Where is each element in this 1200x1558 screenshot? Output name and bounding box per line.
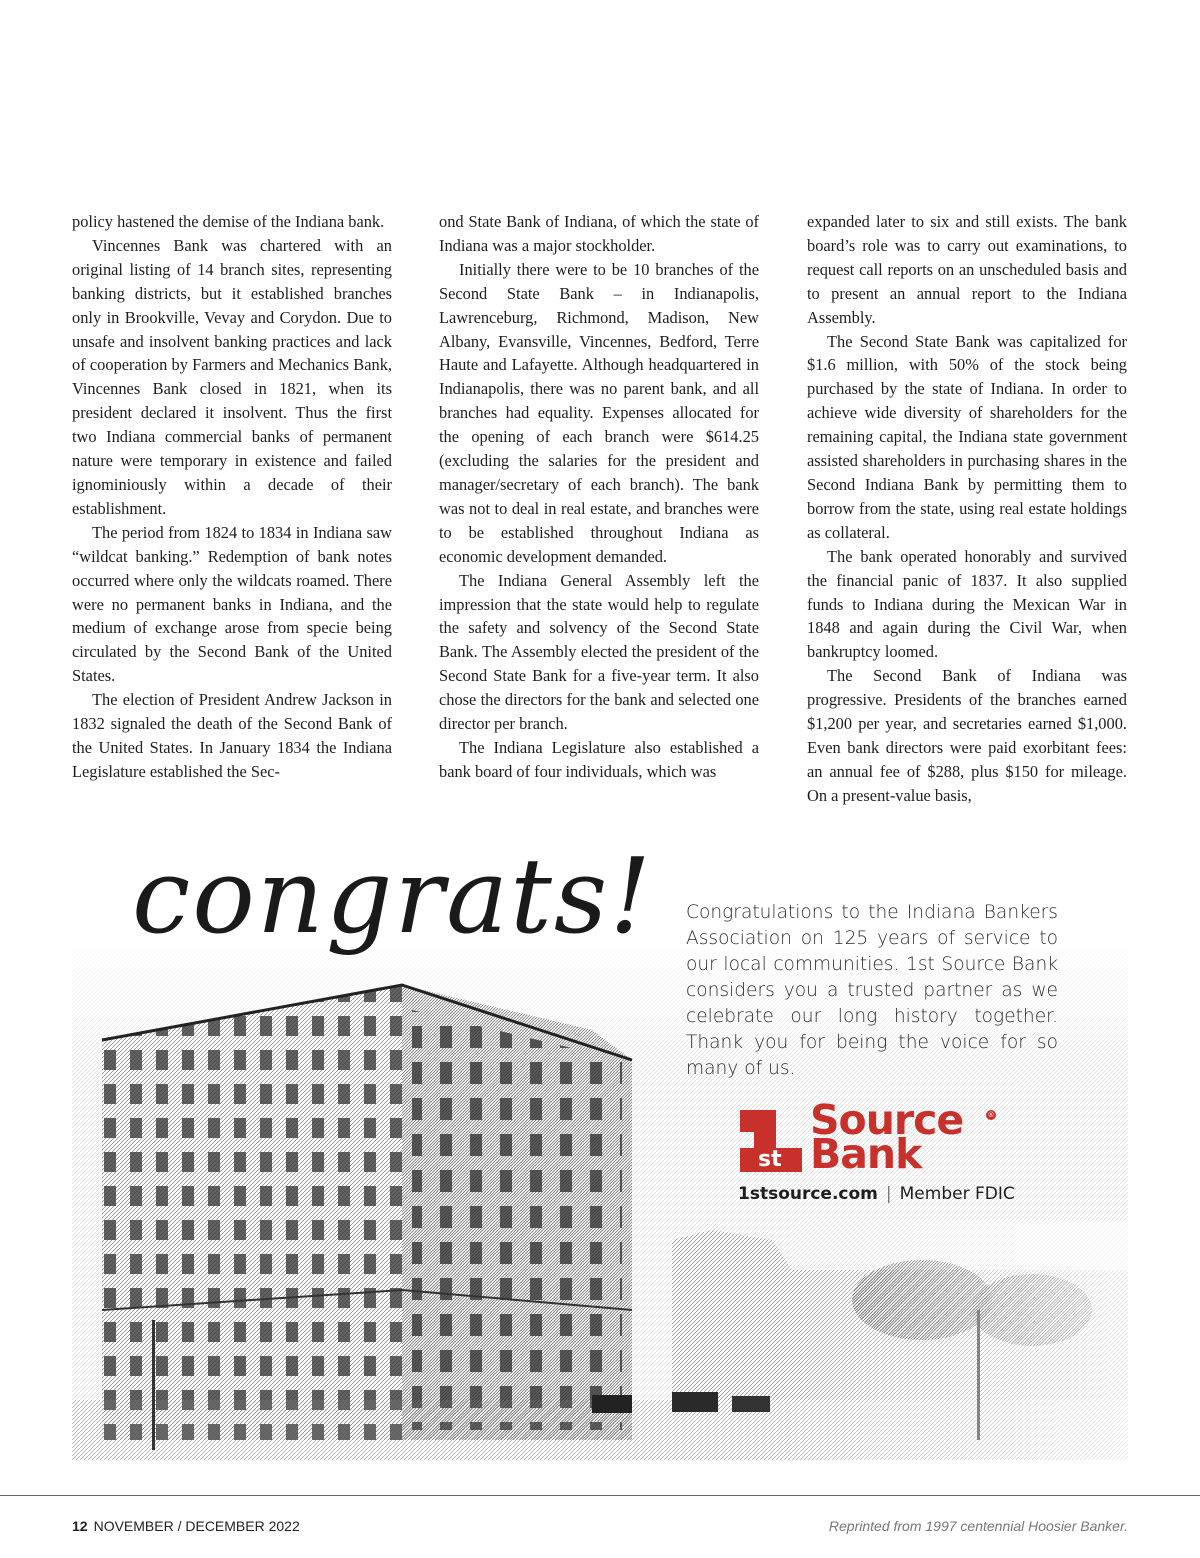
article-paragraph: Initially there were to be 10 branches of the Second State Bank – in Indianapolis, Lawrenceburg, Richmond, Madison, New Albany, Evansville, Vincennes, Bedford, Terre Haute and Lafayette. Although headquartered in Indianapolis, there was no parent bank, and all branches had equality. Expenses allocated for the opening of each branch were $614.25 (excluding the salaries for the president and manager/secretary of each branch). The bank was not to deal in real estate, and branches were to be established throughout Indiana as economic development demanded. xyxy=(439,259,759,566)
article-paragraph: The Indiana Legislature also established a bank board of four individuals, which was xyxy=(439,737,759,781)
article-paragraph: expanded later to six and still exists. The bank board’s role was to carry out examinations, to request call reports on an unscheduled basis and to present an annual report to the Indiana Assembly. xyxy=(807,212,1127,327)
footer-folio xyxy=(72,1518,300,1534)
registered-mark: ® xyxy=(987,1111,995,1119)
article-paragraph: The period from 1824 to 1834 in Indiana saw “wildcat banking.” Redemption of bank notes occurred where only the wildcats roamed. There were no permanent banks in Indiana, and the medium of exchange arose from specie being circulated by the Second Bank of the United States. xyxy=(72,522,392,686)
member-fdic-label: Member FDIC xyxy=(899,1184,1015,1204)
article-column-1 xyxy=(72,210,392,784)
article-paragraph: Vincennes Bank was chartered with an original listing of 14 branch sites, representing banking districts, but it established branches only in Brookville, Vevay and Corydon. Due to unsafe and insolvent banking practices and lack of cooperation by Farmers and Mechanics Bank, Vincennes Bank closed in 1821, when its president declared it insolvent. Thus the first two Indiana commercial banks of permanent nature were temporary in existence and failed ignominiously within a decade of their establishment. xyxy=(72,235,392,518)
article-paragraph: The Second Bank of Indiana was progressive. Presidents of the branches earned $1,200 per year, and secretaries earned $1,000. Even bank directors were paid exorbitant fees: an annual fee of $288, plus $150 for mileage. On a present-value basis, xyxy=(807,666,1127,805)
article-paragraph: ond State Bank of Indiana, of which the state of Indiana was a major stockholder. xyxy=(439,212,759,255)
separator: | xyxy=(885,1184,892,1204)
issue-date: NOVEMBER / DECEMBER 2022 xyxy=(93,1518,300,1534)
footer-divider xyxy=(0,1495,1200,1496)
article-paragraph: The Indiana General Assembly left the impression that the state would help to regulate the safety and solvency of the Second State Bank. The Assembly elected the president of the Second State Bank for a five-year term. It also chose the directors for the bank and selected one director per branch. xyxy=(439,570,759,734)
page-number: 12 xyxy=(72,1518,88,1534)
brand-line-source: Source xyxy=(810,1096,964,1144)
advertisement xyxy=(72,835,1128,1460)
article-paragraph: The bank operated honorably and survived the financial panic of 1837. It also supplied funds to Indiana during the Mexican War in 1848 and again during the Civil War, when bankruptcy loomed. xyxy=(807,546,1127,662)
first-source-bank-logo xyxy=(738,1096,1098,1212)
article-column-2 xyxy=(439,210,759,784)
article-paragraph: The election of President Andrew Jackson in 1832 signaled the death of the Second Bank of the United States. In January 1834 the Indiana Legislature established the Sec- xyxy=(72,690,392,781)
website-link[interactable]: 1stsource.com xyxy=(738,1184,878,1204)
ad-body-text: Congratulations to the Indiana Bankers Association on 125 years of service to our local communities. 1st Source Bank considers you a trusted partner as we celebrate our long history together. Thank you for being the voice for so many of us. xyxy=(686,902,1058,1079)
article-paragraph: policy hastened the demise of the Indiana bank. xyxy=(72,212,385,231)
article-column-3 xyxy=(807,210,1127,808)
brand-line-bank: Bank xyxy=(810,1130,922,1178)
reprint-note: Reprinted from 1997 centennial Hoosier Banker. xyxy=(828,1518,1128,1534)
article-body xyxy=(72,210,1128,810)
article-paragraph: The Second State Bank was capitalized for $1.6 million, with 50% of the stock being purchased by the state of Indiana. In order to achieve wide diversity of shareholders for the remaining capital, the Indiana state government assisted shareholders in purchasing shares in the Second Indiana Bank by permitting them to borrow from the state, using real estate holdings as collateral. xyxy=(807,331,1127,542)
mark-suffix: st xyxy=(758,1147,782,1172)
brand-contact-line xyxy=(738,1184,1015,1204)
congrats-headline: congrats! xyxy=(132,835,654,957)
first-source-mark-icon xyxy=(738,1102,804,1172)
